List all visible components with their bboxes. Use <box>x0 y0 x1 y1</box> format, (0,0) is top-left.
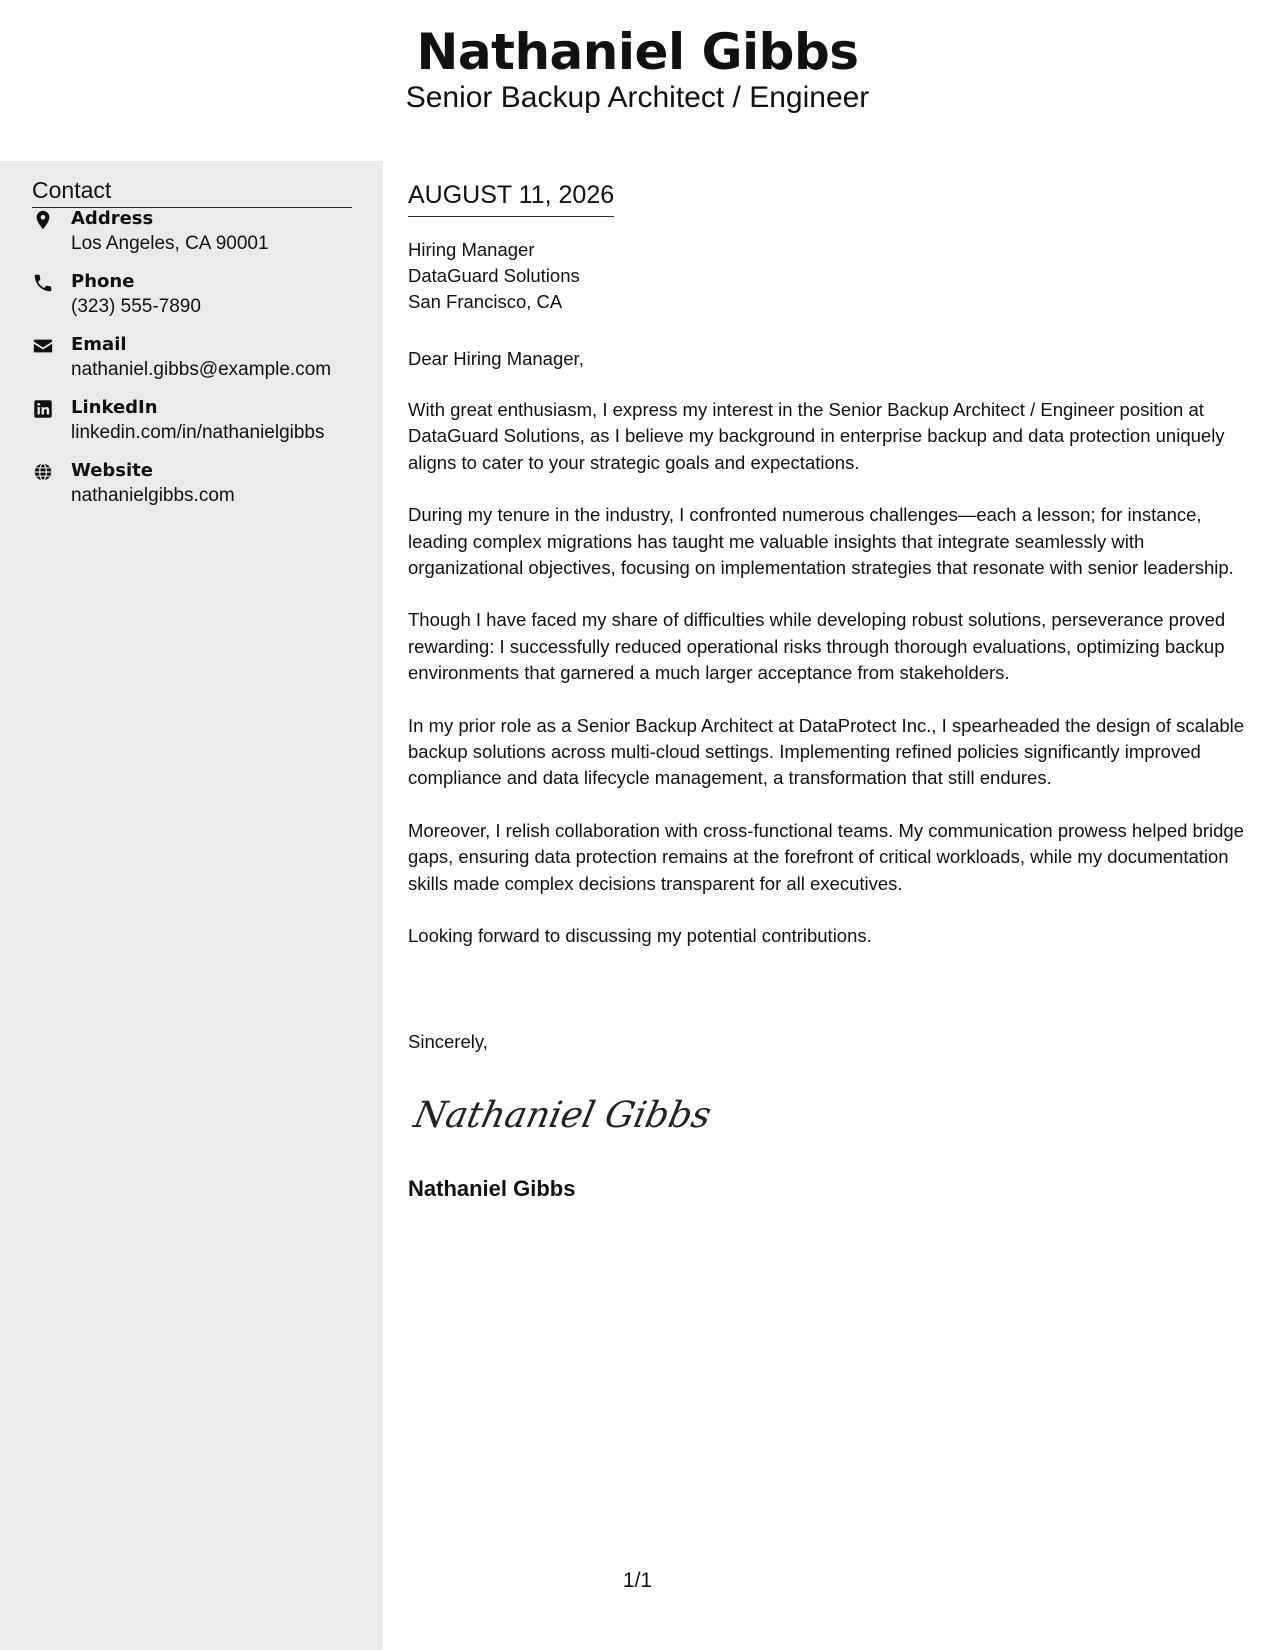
paragraph: In my prior role as a Senior Backup Architect at DataProtect Inc., I spearheaded the design of scalable backup solutions across multi-cloud settings. Implementing refined policies significantly improved compliance and data lifecycle management, a transformation that still endures. <box>408 714 1245 789</box>
applicant-role: Senior Backup Architect / Engineer <box>405 81 870 114</box>
paragraph: Moreover, I relish collaboration with cross-functional teams. My communication prowess helped bridge gaps, ensuring data protection remains at the forefront of critical workloads, while my documentation skills made complex decisions transparent for all executives. <box>408 819 1244 894</box>
paragraph: Looking forward to discussing my potential contributions. <box>408 925 872 947</box>
phone-icon <box>32 272 54 294</box>
contact-value: (323) 555-7890 <box>71 296 201 317</box>
paragraph: With great enthusiasm, I express my interest in the Senior Backup Architect / Engineer position at DataGuard Solutions, as I believe my background in enterprise backup and data protection uniquely aligns to cater to your strategic goals and expectations. <box>408 399 1225 473</box>
recipient-block <box>408 237 580 315</box>
signature-text: Nathaniel Gibbs <box>410 1093 716 1136</box>
applicant-name: Nathaniel Gibbs <box>416 23 859 81</box>
recipient-company: DataGuard Solutions <box>408 265 580 286</box>
contact-label: Website <box>71 460 154 481</box>
envelope-icon <box>32 335 54 357</box>
letter-paragraphs <box>408 397 1248 976</box>
contact-value: nathaniel.gibbs@example.com <box>71 359 332 380</box>
contact-label: Phone <box>71 271 135 292</box>
contact-label: Address <box>71 208 154 229</box>
recipient-title: Hiring Manager <box>408 239 535 260</box>
globe-icon <box>32 461 54 483</box>
closing: Sincerely, <box>408 1031 488 1052</box>
contact-label: Email <box>71 334 127 355</box>
contact-value: Los Angeles, CA 90001 <box>71 233 269 254</box>
linkedin-icon <box>32 398 54 420</box>
map-pin-icon <box>32 209 54 231</box>
contact-value: linkedin.com/in/nathanielgibbs <box>71 422 325 443</box>
paragraph: During my tenure in the industry, I confronted numerous challenges—each a lesson; for instance, leading complex migrations has taught me valuable insights that integrate seamlessly with organizational objectives, focusing on implementation strategies that resonate with senior leadership. <box>408 504 1234 579</box>
contact-heading: Contact <box>32 175 352 208</box>
paragraph: Though I have faced my share of difficulties while developing robust solutions, perseverance proved rewarding: I successfully reduced operational risks through thorough evaluations, optimizing backup environments that garnered a much larger acceptance from stakeholders. <box>408 609 1226 684</box>
recipient-location: San Francisco, CA <box>408 291 563 312</box>
letter-header <box>0 0 1275 161</box>
contact-value: nathanielgibbs.com <box>71 485 235 506</box>
page-number: 1/1 <box>622 1569 653 1592</box>
signer-name: Nathaniel Gibbs <box>408 1176 576 1201</box>
letter-date: AUGUST 11, 2026 <box>408 179 614 217</box>
contact-label: LinkedIn <box>71 397 158 418</box>
salutation: Dear Hiring Manager, <box>408 348 584 369</box>
handwritten-signature <box>410 1081 716 1151</box>
contact-sidebar <box>0 161 383 1650</box>
